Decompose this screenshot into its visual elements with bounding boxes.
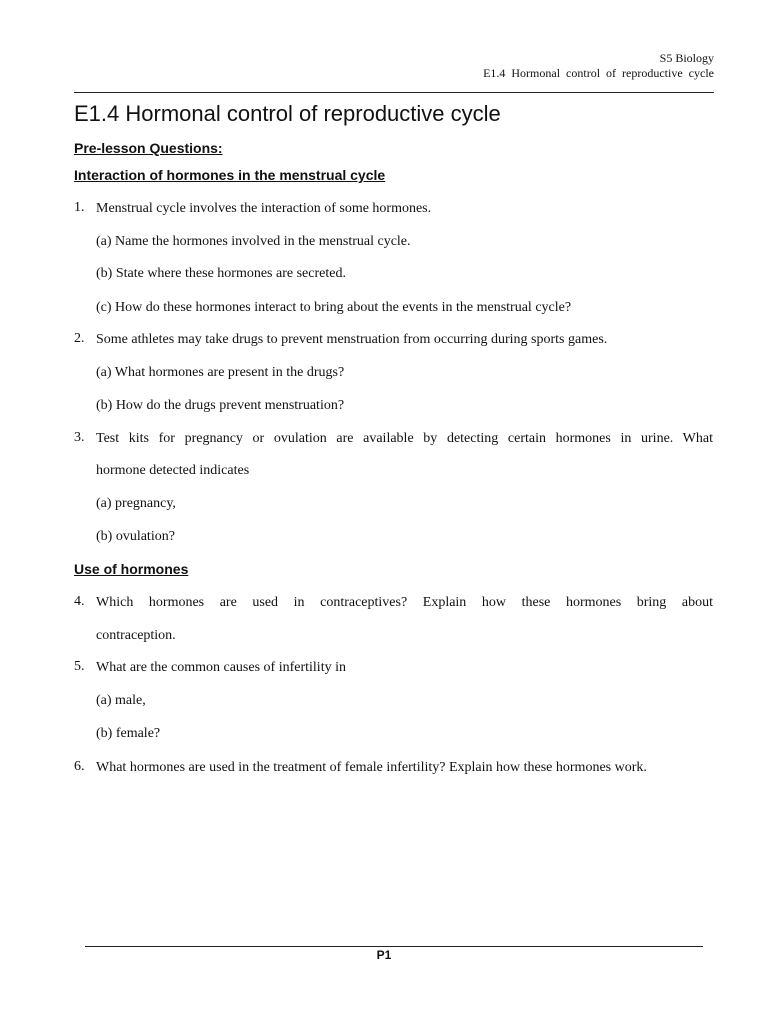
question-part: (a) Name the hormones involved in the menstrual cycle.	[96, 234, 411, 249]
question-number: 2.	[74, 331, 85, 346]
page-title: E1.4 Hormonal control of reproductive cycle	[74, 101, 501, 126]
question-text: What are the common causes of infertility in	[96, 660, 346, 675]
question-part: (c) How do these hormones interact to bring about the events in the menstrual cycle?	[96, 300, 572, 315]
question-text-continued: contraception.	[96, 628, 176, 643]
question-part: (a) pregnancy,	[96, 496, 176, 511]
question-number: 1.	[74, 200, 85, 215]
question-part: (a) What hormones are present in the drugs?	[96, 365, 345, 380]
header-subject: S5 Biology	[659, 51, 714, 65]
question-text: Which hormones are used in contraceptives? Explain how these hormones bring about	[96, 595, 713, 610]
question-number: 4.	[74, 594, 85, 609]
question-text-continued: hormone detected indicates	[96, 463, 250, 478]
question-text: Test kits for pregnancy or ovulation are available by detecting certain hormones in urine. What	[96, 431, 713, 446]
question-part: (b) How do the drugs prevent menstruation?	[96, 398, 345, 413]
section-heading-use: Use of hormones	[74, 561, 189, 577]
page-number: P1	[376, 948, 392, 962]
question-number: 5.	[74, 659, 85, 674]
header-topic: E1.4 Hormonal control of reproductive cycle	[483, 66, 714, 80]
question-text: Some athletes may take drugs to prevent menstruation from occurring during sports games.	[96, 332, 608, 347]
question-text: What hormones are used in the treatment of female infertility? Explain how these hormones work.	[96, 760, 647, 775]
question-text: Menstrual cycle involves the interaction of some hormones.	[96, 201, 432, 216]
question-number: 3.	[74, 430, 85, 445]
question-number: 6.	[74, 759, 85, 774]
question-part: (b) State where these hormones are secreted.	[96, 266, 346, 281]
question-part: (b) ovulation?	[96, 529, 175, 544]
footer-divider	[85, 946, 703, 947]
section-heading-interaction: Interaction of hormones in the menstrual cycle	[74, 167, 386, 183]
question-part: (a) male,	[96, 693, 146, 708]
pre-lesson-heading: Pre-lesson Questions:	[74, 140, 223, 156]
question-part: (b) female?	[96, 726, 161, 741]
header-divider	[74, 92, 714, 93]
running-header	[483, 51, 714, 81]
